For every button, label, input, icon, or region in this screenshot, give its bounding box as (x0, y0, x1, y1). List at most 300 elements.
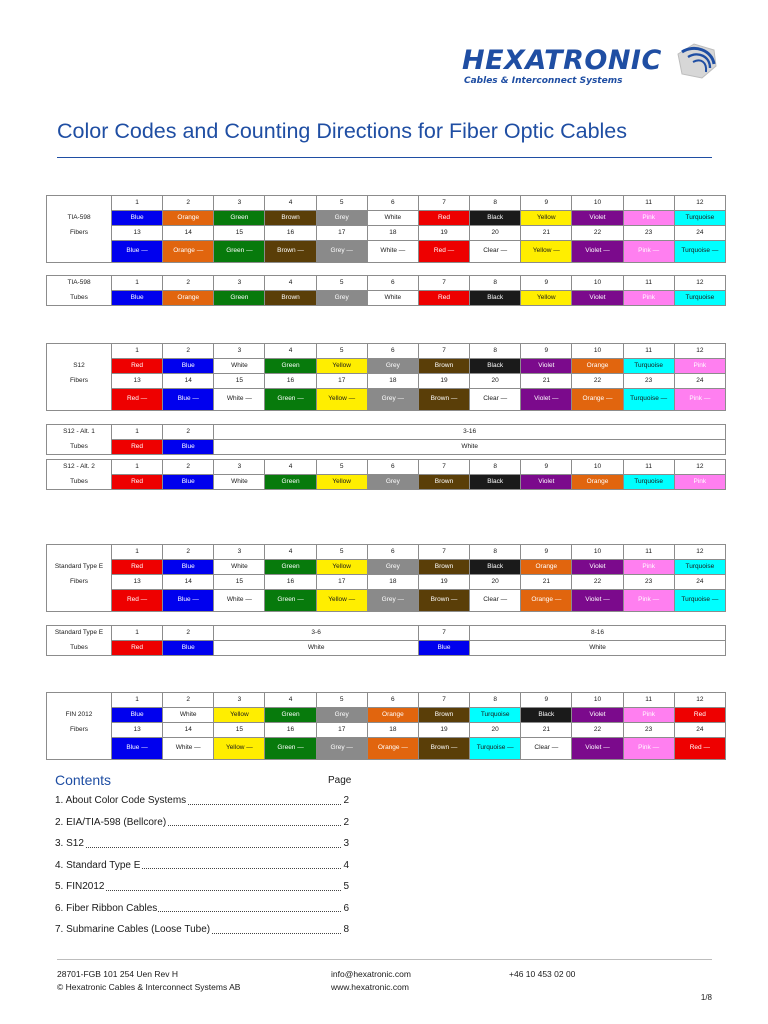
color-cell: Yellow (521, 291, 572, 306)
color-cell: Pink — (623, 590, 674, 612)
number-cell: 2 (163, 344, 214, 359)
number-cell: 2 (163, 276, 214, 291)
color-cell: White — (367, 241, 418, 263)
color-cell: Blue — (112, 241, 163, 263)
footer-left (57, 968, 240, 994)
contents-item-page: 2 (342, 812, 349, 834)
color-cell: Yellow — (316, 389, 367, 411)
number-cell: 6 (367, 344, 418, 359)
s12-alt1-tubes-table (46, 424, 726, 455)
color-cell: Clear — (521, 738, 572, 760)
color-cell: Grey (316, 708, 367, 723)
number-cell: 1 (112, 545, 163, 560)
color-cell: Green (214, 211, 265, 226)
row-label: S12 (47, 359, 112, 374)
number-cell: 9 (521, 196, 572, 211)
color-cell: Orange (163, 211, 214, 226)
color-cell: Blue — (163, 590, 214, 612)
contents-heading: Contents (55, 772, 112, 788)
number-cell: 5 (316, 460, 367, 475)
color-cell: Grey — (367, 389, 418, 411)
table-row (47, 738, 726, 760)
number-cell: 3-16 (214, 425, 726, 440)
number-cell: 13 (112, 226, 163, 241)
number-cell: 14 (163, 575, 214, 590)
color-cell: Pink (623, 291, 674, 306)
color-cell: Violet — (572, 241, 623, 263)
number-cell: 18 (367, 723, 418, 738)
number-cell: 10 (572, 693, 623, 708)
color-cell: Violet (572, 291, 623, 306)
number-cell: 2 (163, 425, 214, 440)
number-cell: 6 (367, 545, 418, 560)
contents-item[interactable] (55, 812, 349, 834)
color-cell: Red (418, 291, 469, 306)
color-cell: Black (521, 708, 572, 723)
color-cell: Black (470, 475, 521, 490)
number-cell: 6 (367, 276, 418, 291)
color-cell: Orange (367, 708, 418, 723)
color-cell: Red (674, 708, 725, 723)
number-cell: 16 (265, 374, 316, 389)
color-cell: Pink (674, 475, 725, 490)
number-cell: 11 (623, 460, 674, 475)
color-cell: Brown (265, 291, 316, 306)
color-cell: Grey (367, 560, 418, 575)
number-cell: 23 (623, 226, 674, 241)
color-cell: Red (112, 475, 163, 490)
number-cell: 17 (316, 723, 367, 738)
color-cell: Brown — (265, 241, 316, 263)
type-e-fibers-table (46, 544, 726, 612)
color-cell: Clear — (470, 389, 521, 411)
phone-number: +46 10 453 02 00 (509, 969, 576, 979)
number-cell: 3 (214, 460, 265, 475)
number-cell: 16 (265, 226, 316, 241)
color-cell: Black (470, 291, 521, 306)
color-cell: Orange (163, 291, 214, 306)
table-row (47, 723, 726, 738)
number-cell: 12 (674, 276, 725, 291)
number-cell: 1 (112, 460, 163, 475)
color-cell: Green — (214, 241, 265, 263)
number-cell: 20 (470, 226, 521, 241)
number-cell: 19 (418, 226, 469, 241)
table-row (47, 374, 726, 389)
number-cell: 2 (163, 460, 214, 475)
color-cell: Blue — (112, 738, 163, 760)
number-cell: 5 (316, 196, 367, 211)
color-cell: Orange (572, 475, 623, 490)
color-cell: Green (265, 475, 316, 490)
number-cell: 7 (418, 344, 469, 359)
number-cell: 17 (316, 374, 367, 389)
number-cell: 17 (316, 575, 367, 590)
color-cell: Grey — (316, 738, 367, 760)
color-cell: Blue (163, 641, 214, 656)
color-cell: Yellow (214, 708, 265, 723)
row-label: Fibers (47, 575, 112, 590)
row-label: Fibers (47, 374, 112, 389)
color-cell: White (214, 560, 265, 575)
number-cell: 22 (572, 723, 623, 738)
number-cell: 6 (367, 196, 418, 211)
number-cell: 5 (316, 276, 367, 291)
color-cell: Blue (418, 641, 469, 656)
table-row (47, 475, 726, 490)
color-cell: White (163, 708, 214, 723)
contents-item[interactable] (55, 919, 349, 941)
number-cell: 22 (572, 575, 623, 590)
color-cell: Clear — (470, 590, 521, 612)
color-cell: Turquoise (674, 211, 725, 226)
table-row (47, 276, 726, 291)
table-row (47, 641, 726, 656)
color-cell: Orange (521, 560, 572, 575)
footer-rule (57, 959, 712, 960)
color-cell: White (214, 440, 726, 455)
number-cell: 16 (265, 575, 316, 590)
number-cell: 20 (470, 723, 521, 738)
number-cell: 11 (623, 545, 674, 560)
color-cell: Green (214, 291, 265, 306)
color-cell: Turquoise — (674, 590, 725, 612)
color-cell: Turquoise (623, 475, 674, 490)
number-cell: 21 (521, 723, 572, 738)
table-row (47, 425, 726, 440)
row-label (47, 545, 112, 560)
color-cell: Yellow (521, 211, 572, 226)
contents-item-text: 3. S12 (55, 838, 84, 849)
color-cell: Violet (521, 359, 572, 374)
color-cell: Grey (316, 291, 367, 306)
color-cell: Red (112, 359, 163, 374)
table-row (47, 590, 726, 612)
color-cell: Orange — (163, 241, 214, 263)
color-cell: Blue (163, 359, 214, 374)
number-cell: 5 (316, 344, 367, 359)
row-label: S12 - Alt. 2 (47, 460, 112, 475)
number-cell: 2 (163, 693, 214, 708)
number-cell: 12 (674, 460, 725, 475)
number-cell: 13 (112, 374, 163, 389)
row-label: TIA-598 (47, 211, 112, 226)
number-cell: 8 (470, 196, 521, 211)
number-cell: 7 (418, 460, 469, 475)
table-row (47, 241, 726, 263)
number-cell: 9 (521, 693, 572, 708)
row-label (47, 196, 112, 211)
color-cell: Grey (316, 211, 367, 226)
number-cell: 8-16 (470, 626, 726, 641)
row-label: Fibers (47, 226, 112, 241)
color-cell: White — (214, 590, 265, 612)
color-cell: Red — (674, 738, 725, 760)
contents-item-page: 8 (342, 919, 349, 941)
footer-contact (331, 968, 411, 994)
number-cell: 10 (572, 545, 623, 560)
brand-name: HEXATRONIC (462, 45, 662, 76)
number-cell: 24 (674, 374, 725, 389)
contents-item-text: 6. Fiber Ribbon Cables (55, 902, 158, 914)
color-cell: Pink (623, 211, 674, 226)
color-cell: Yellow — (521, 241, 572, 263)
color-cell: Brown (418, 560, 469, 575)
section-divider (46, 618, 726, 621)
color-cell: Blue (112, 211, 163, 226)
number-cell: 24 (674, 226, 725, 241)
contents-page-label: Page (328, 775, 352, 786)
color-cell: Orange — (521, 590, 572, 612)
hexagon-logo-icon (664, 42, 720, 84)
number-cell: 7 (418, 693, 469, 708)
number-cell: 13 (112, 723, 163, 738)
contents-item-text: 1. About Color Code Systems (55, 795, 187, 806)
number-cell: 12 (674, 344, 725, 359)
color-cell: Violet (572, 211, 623, 226)
contents-item-page: 4 (342, 855, 349, 877)
section-divider (46, 267, 726, 270)
row-label: Standard Type E (47, 626, 112, 641)
color-cell: White (367, 211, 418, 226)
number-cell: 6 (367, 693, 418, 708)
color-cell: Yellow (316, 560, 367, 575)
number-cell: 6 (367, 460, 418, 475)
number-cell: 4 (265, 545, 316, 560)
color-cell: Blue (112, 708, 163, 723)
contents-list (55, 790, 349, 941)
color-cell: Blue (163, 560, 214, 575)
number-cell: 11 (623, 196, 674, 211)
number-cell: 3 (214, 196, 265, 211)
tia598-fibers-table (46, 195, 726, 263)
color-cell: Yellow — (316, 590, 367, 612)
tia598-tubes-table (46, 275, 726, 306)
row-label: Tubes (47, 475, 112, 490)
color-cell: Green — (265, 738, 316, 760)
row-label (47, 389, 112, 411)
number-cell: 21 (521, 374, 572, 389)
number-cell: 19 (418, 723, 469, 738)
color-cell: Black (470, 359, 521, 374)
contents-item[interactable] (55, 876, 349, 898)
table-row (47, 211, 726, 226)
color-cell: Turquoise — (470, 738, 521, 760)
number-cell: 2 (163, 626, 214, 641)
number-cell: 4 (265, 276, 316, 291)
number-cell: 18 (367, 575, 418, 590)
contents-item[interactable] (55, 833, 349, 855)
table-row (47, 291, 726, 306)
row-label: Tubes (47, 291, 112, 306)
row-label (47, 693, 112, 708)
row-label (47, 738, 112, 760)
number-cell: 7 (418, 196, 469, 211)
color-cell: White (367, 291, 418, 306)
dot-leader (55, 847, 341, 848)
color-cell: Brown (418, 708, 469, 723)
color-cell: Pink (623, 708, 674, 723)
color-cell: Orange — (367, 738, 418, 760)
contents-item-text: 4. Standard Type E (55, 859, 141, 871)
contents-item-page: 5 (342, 876, 349, 898)
row-label: S12 - Alt. 1 (47, 425, 112, 440)
color-cell: Blue — (163, 389, 214, 411)
color-cell: Red (418, 211, 469, 226)
number-cell: 3-6 (214, 626, 419, 641)
number-cell: 3 (214, 545, 265, 560)
title-rule (57, 157, 712, 158)
number-cell: 10 (572, 196, 623, 211)
page-title: Color Codes and Counting Directions for Fiber Optic Cables (57, 119, 628, 143)
number-cell: 1 (112, 693, 163, 708)
color-cell: Orange — (572, 389, 623, 411)
number-cell: 21 (521, 226, 572, 241)
number-cell: 11 (623, 344, 674, 359)
color-cell: Clear — (470, 241, 521, 263)
color-cell: Yellow (316, 475, 367, 490)
color-cell: Pink — (623, 241, 674, 263)
color-cell: White — (163, 738, 214, 760)
color-cell: Green — (265, 590, 316, 612)
row-label: Standard Type E (47, 560, 112, 575)
row-label (47, 590, 112, 612)
color-cell: Violet (572, 708, 623, 723)
color-cell: Black (470, 560, 521, 575)
row-label (47, 344, 112, 359)
number-cell: 15 (214, 374, 265, 389)
table-row (47, 359, 726, 374)
color-cell: Violet (521, 475, 572, 490)
contents-item-text: 5. FIN2012 (55, 881, 105, 892)
color-cell: Blue (163, 475, 214, 490)
color-cell: Pink (674, 359, 725, 374)
table-row (47, 460, 726, 475)
table-row (47, 626, 726, 641)
footer-phone (509, 968, 575, 981)
number-cell: 13 (112, 575, 163, 590)
number-cell: 7 (418, 626, 469, 641)
contents-item-text: 2. EIA/TIA-598 (Bellcore) (55, 816, 167, 828)
color-cell: Brown (418, 475, 469, 490)
copyright: © Hexatronic Cables & Interconnect Systems AB (57, 982, 241, 992)
s12-fibers-table (46, 343, 726, 411)
color-cell: Blue (112, 291, 163, 306)
number-cell: 1 (112, 425, 163, 440)
s12-alt2-tubes-table (46, 459, 726, 490)
color-cell: Red — (112, 590, 163, 612)
number-cell: 10 (572, 460, 623, 475)
color-cell: Brown — (418, 590, 469, 612)
number-cell: 24 (674, 723, 725, 738)
color-cell: White (214, 475, 265, 490)
number-cell: 23 (623, 575, 674, 590)
number-cell: 14 (163, 226, 214, 241)
section-divider (46, 452, 726, 455)
color-cell: Turquoise (470, 708, 521, 723)
color-cell: Pink — (623, 738, 674, 760)
color-cell: White (214, 641, 419, 656)
number-cell: 19 (418, 575, 469, 590)
color-cell: Turquoise (623, 359, 674, 374)
color-cell: Green (265, 708, 316, 723)
contents-item[interactable] (55, 790, 349, 812)
table-row (47, 560, 726, 575)
type-e-tubes-table (46, 625, 726, 656)
number-cell: 8 (470, 276, 521, 291)
number-cell: 1 (112, 344, 163, 359)
row-label (47, 241, 112, 263)
color-cell: Turquoise — (623, 389, 674, 411)
color-cell: Red — (112, 389, 163, 411)
color-cell: Violet — (572, 738, 623, 760)
number-cell: 11 (623, 276, 674, 291)
table-row (47, 708, 726, 723)
number-cell: 11 (623, 693, 674, 708)
doc-number: 28701-FGB 101 254 Uen Rev H (57, 969, 178, 979)
contents-item-text: 7. Submarine Cables (Loose Tube) (55, 924, 211, 935)
number-cell: 20 (470, 575, 521, 590)
contents-item[interactable] (55, 898, 349, 920)
number-cell: 10 (572, 276, 623, 291)
number-cell: 23 (623, 723, 674, 738)
number-cell: 1 (112, 196, 163, 211)
color-cell: Blue (163, 440, 214, 455)
row-label: Fibers (47, 723, 112, 738)
color-cell: Pink — (674, 389, 725, 411)
number-cell: 12 (674, 545, 725, 560)
website-link[interactable]: www.hexatronic.com (331, 982, 409, 992)
number-cell: 17 (316, 226, 367, 241)
color-cell: Violet — (521, 389, 572, 411)
number-cell: 21 (521, 575, 572, 590)
number-cell: 4 (265, 196, 316, 211)
number-cell: 12 (674, 196, 725, 211)
brand-tagline: Cables & Interconnect Systems (464, 76, 623, 86)
number-cell: 8 (470, 344, 521, 359)
color-cell: Violet (572, 560, 623, 575)
number-cell: 9 (521, 460, 572, 475)
color-cell: Grey — (316, 241, 367, 263)
number-cell: 18 (367, 374, 418, 389)
fin2012-fibers-table (46, 692, 726, 760)
number-cell: 4 (265, 344, 316, 359)
color-cell: White — (214, 389, 265, 411)
number-cell: 8 (470, 545, 521, 560)
color-cell: Yellow — (214, 738, 265, 760)
color-cell: White (214, 359, 265, 374)
number-cell: 16 (265, 723, 316, 738)
color-cell: Violet — (572, 590, 623, 612)
number-cell: 7 (418, 276, 469, 291)
number-cell: 15 (214, 226, 265, 241)
section-divider (46, 417, 726, 420)
color-cell: Brown — (418, 738, 469, 760)
number-cell: 5 (316, 693, 367, 708)
color-cell: Red (112, 560, 163, 575)
color-cell: Green (265, 560, 316, 575)
number-cell: 10 (572, 344, 623, 359)
table-row (47, 575, 726, 590)
contents-item[interactable] (55, 855, 349, 877)
color-cell: Black (470, 211, 521, 226)
number-cell: 1 (112, 626, 163, 641)
table-row (47, 196, 726, 211)
email-link[interactable]: info@hexatronic.com (331, 969, 411, 979)
color-cell: Grey — (367, 590, 418, 612)
number-cell: 18 (367, 226, 418, 241)
number-cell: 15 (214, 723, 265, 738)
